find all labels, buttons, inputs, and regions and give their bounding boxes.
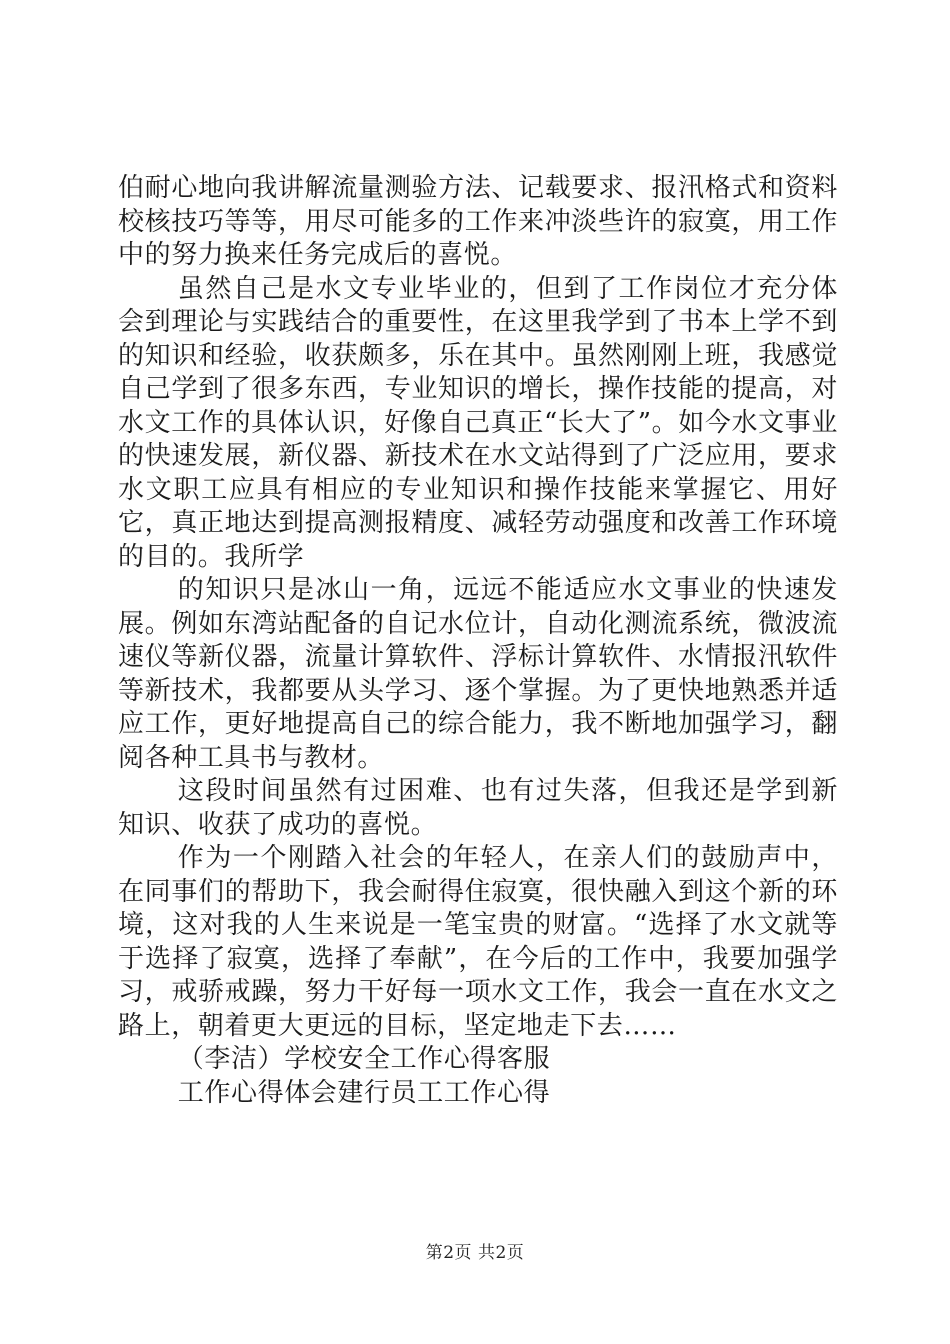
paragraph-1: 伯耐心地向我讲解流量测验方法、记载要求、报汛格式和资料校核技巧等等，用尽可能多的工作来冲淡些许的寂寞，用工作中的努力换来任务完成后的喜悦。: [118, 173, 838, 270]
paragraph-7: 工作心得体会建行员工工作心得: [177, 1077, 551, 1108]
paragraph-5: 作为一个刚踏入社会的年轻人，在亲人们的鼓励声中，在同事们的帮助下，我会耐得住寂寞，很快融入到这个新的环境，这对我的人生来说是一笔宝贵的财富。“选择了水文就等于选择了寂寞，选择了奉献”，在今后的工作中，我要加强学习，戒骄戒躁，努力干好每一项水文工作，我会一直在水文之路上，朝着更大更远的目标，坚定地走下去……: [118, 843, 838, 1041]
paragraph-3: 的知识只是冰山一角，远远不能适应水文事业的快速发展。例如东湾站配备的自记水位计，自动化测流系统，微波流速仪等新仪器，流量计算软件、浮标计算软件、水情报汛软件等新技术，我都要从头学习、逐个掌握。为了更快地熟悉并适应工作，更好地提高自己的综合能力，我不断地加强学习，翻阅各种工具书与教材。: [118, 575, 838, 773]
paragraph-2: 虽然自己是水文专业毕业的，但到了工作岗位才充分体会到理论与实践结合的重要性，在这里我学到了书本上学不到的知识和经验，收获颇多，乐在其中。虽然刚刚上班，我感觉自己学到了很多东西，专业知识的增长，操作技能的提高，对水文工作的具体认识，好像自己真正“长大了”。如今水文事业的快速发展，新仪器、新技术在水文站得到了广泛应用，要求水文职工应具有相应的专业知识和操作技能来掌握它、用好它，真正地达到提高测报精度、减轻劳动强度和改善工作环境的目的。我所学: [118, 273, 838, 572]
paragraph-4: 这段时间虽然有过困难、也有过失落，但我还是学到新知识、收获了成功的喜悦。: [118, 776, 838, 840]
page-footer: 第2页 共2页: [425, 1243, 525, 1263]
document-body: [118, 172, 838, 1110]
paragraph-6: （李洁）学校安全工作心得客服: [177, 1044, 551, 1074]
